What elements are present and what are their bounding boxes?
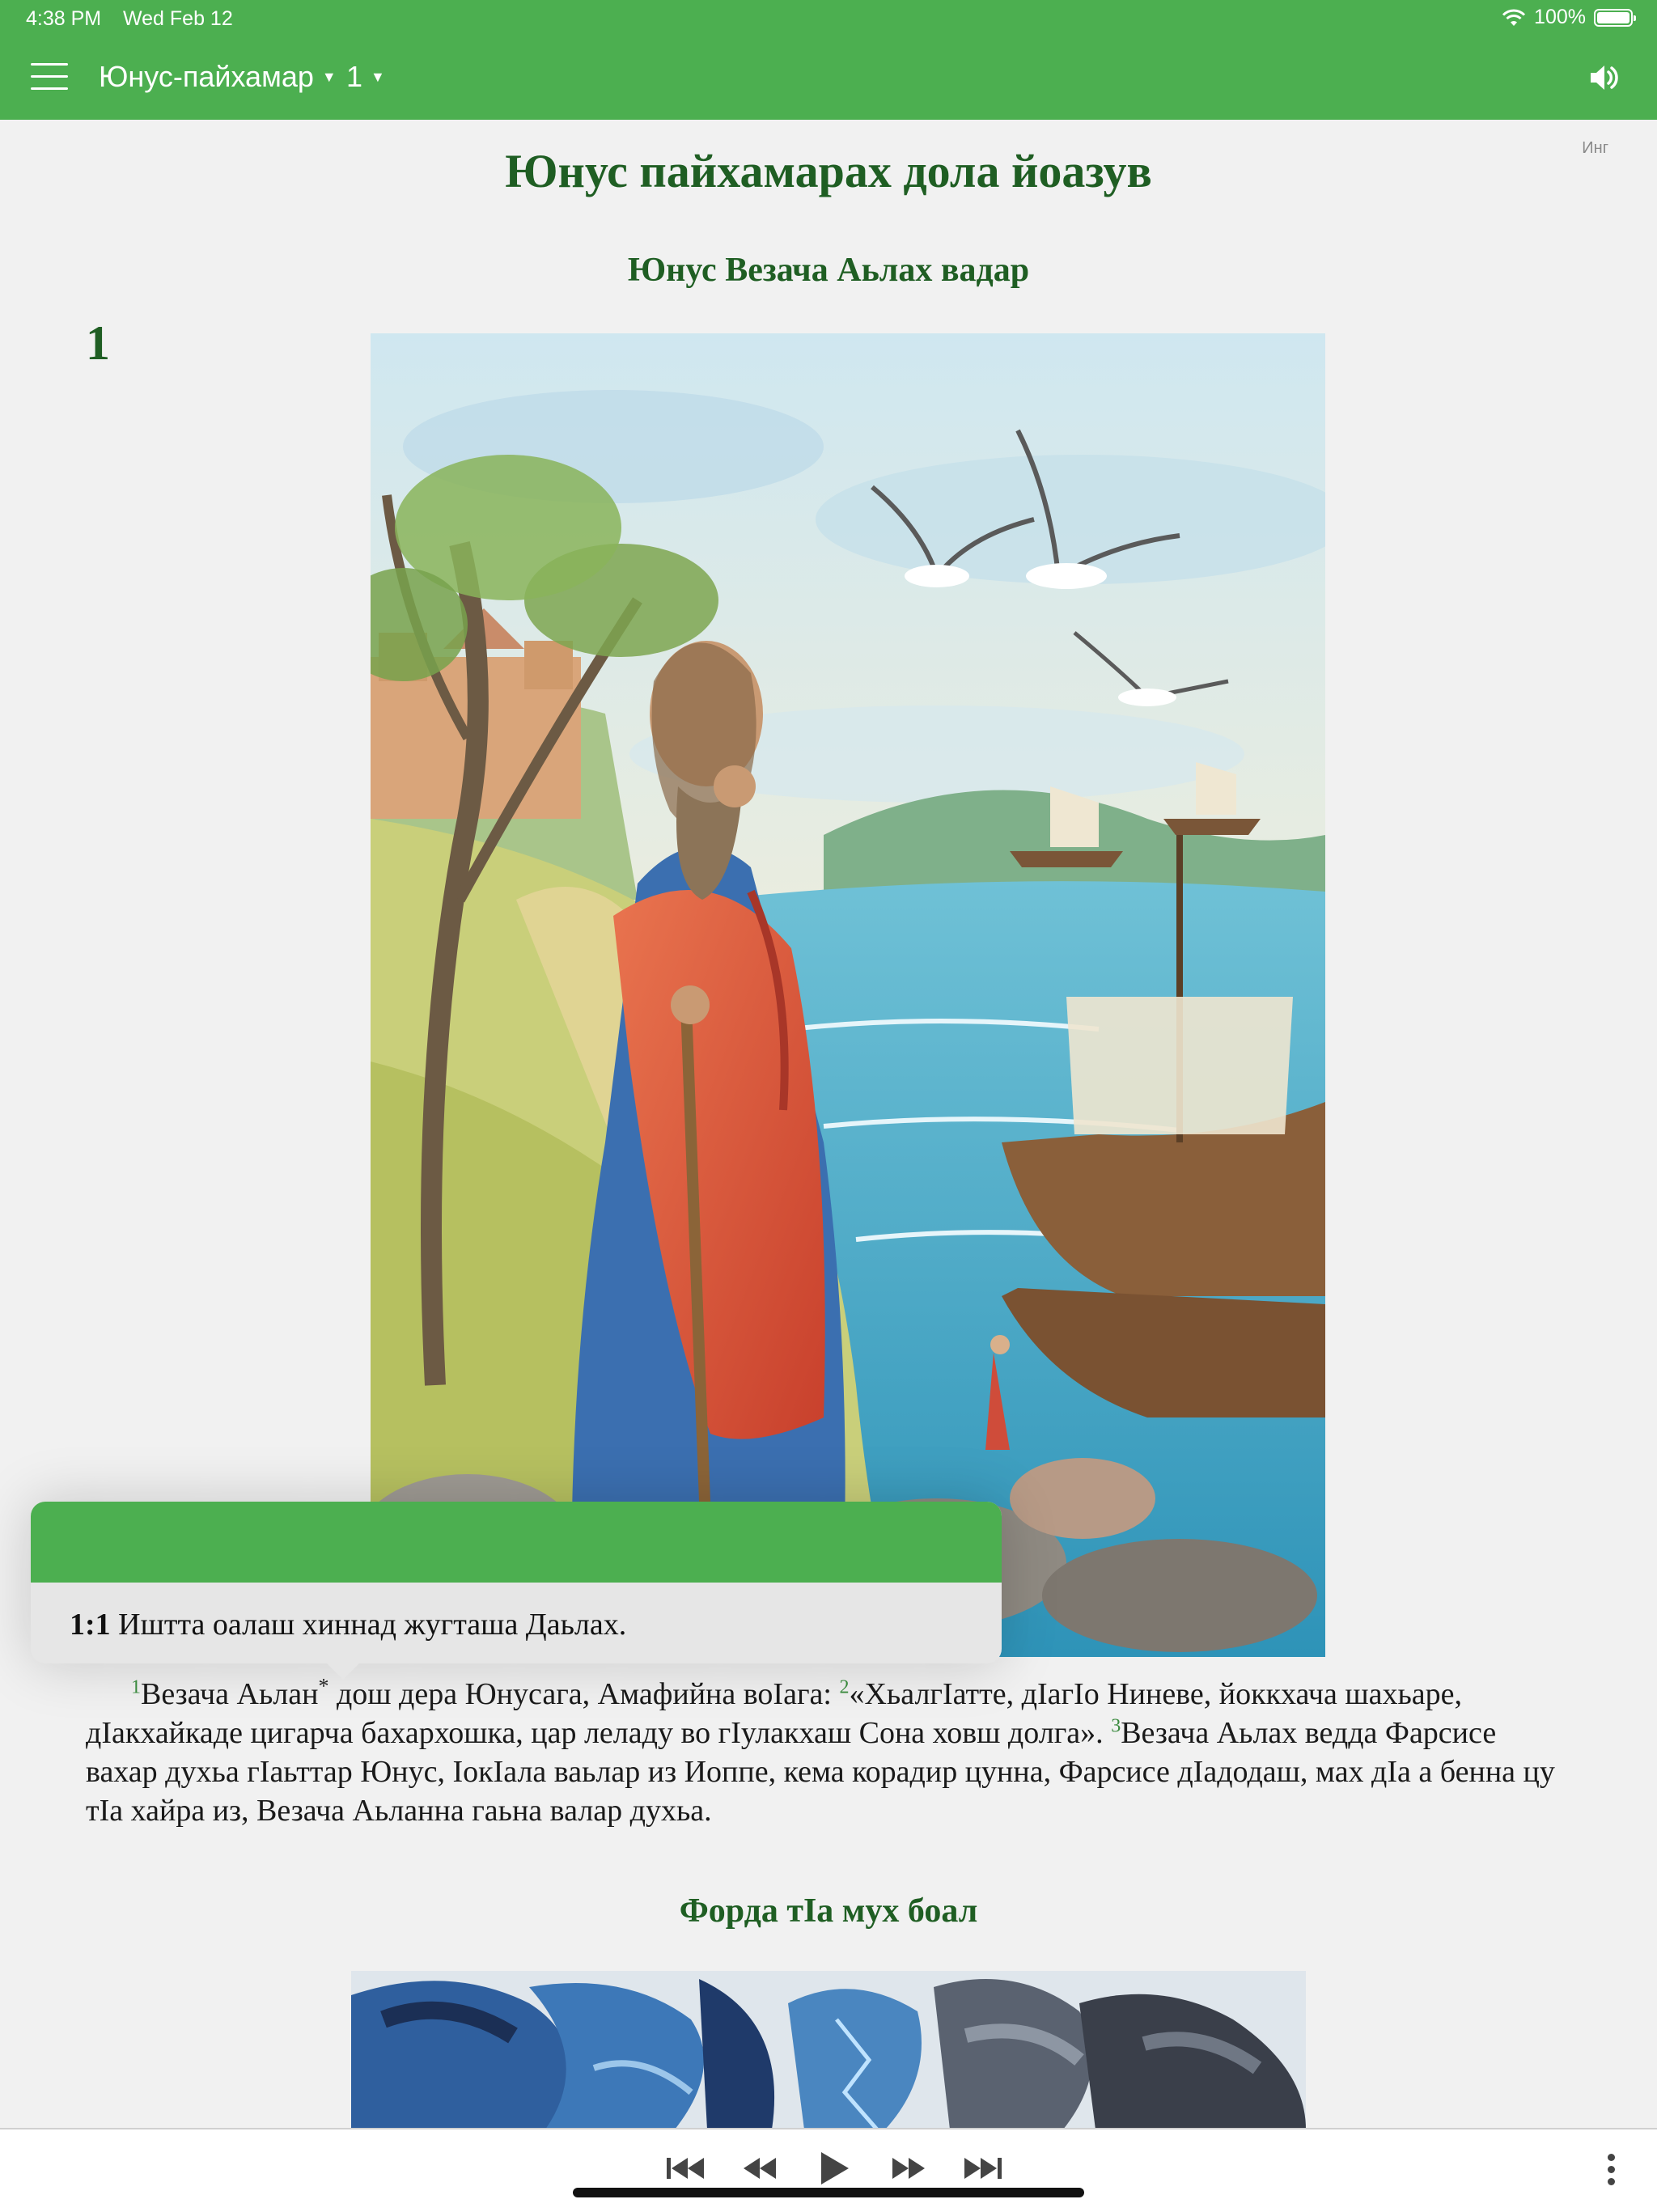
status-date: Wed Feb 12 — [123, 7, 233, 30]
caret-down-icon: ▼ — [321, 68, 337, 85]
menu-icon[interactable] — [31, 63, 68, 91]
verse-paragraph — [86, 1675, 1574, 1830]
language-label[interactable]: Инг — [1582, 139, 1608, 157]
fast-forward-icon[interactable] — [885, 2147, 932, 2189]
app-bar — [0, 37, 1657, 120]
skip-to-start-icon[interactable] — [662, 2147, 709, 2189]
player-controls — [662, 2147, 1006, 2189]
book-title: Юнус пайхамарах дола йоазув — [505, 145, 1152, 197]
caret-down-icon: ▼ — [371, 68, 385, 85]
verse-number: 2 — [839, 1676, 850, 1698]
status-indicators — [1502, 6, 1633, 29]
chapter-number: 1 — [86, 316, 110, 370]
wifi-icon — [1502, 8, 1526, 28]
status-bar — [0, 0, 1657, 37]
footnote-text — [70, 1607, 976, 1642]
chapter-selector[interactable] — [346, 60, 385, 94]
audio-player-bar — [0, 2128, 1657, 2212]
speaker-icon[interactable] — [1587, 61, 1620, 94]
verse-text: Везача Аьлан — [141, 1677, 319, 1711]
verse-number: 1 — [131, 1676, 141, 1698]
home-indicator[interactable] — [573, 2188, 1084, 2197]
play-icon[interactable] — [811, 2147, 858, 2189]
rewind-icon[interactable] — [736, 2147, 783, 2189]
battery-percent: 100% — [1534, 6, 1586, 28]
section-heading: Юнус Везача Аьлах вадар — [627, 252, 1030, 289]
verse-text: «ХьалгIатте, дIагIо Ниневе, йоккхача шахьаре, дIакхайкаде цигарча бахархошка, цар леладу во гIулакхаш Сона ховш долга». — [86, 1677, 1463, 1750]
verse-text: Везача Аьлах ведда Фарсисе вахар духьа гIаьттар Юнус, IокIала ваьлар из Иоппе, кема корадир цунна, Фарсисе дIадодаш, мах дIа а бенна цу тIа хайра из, Везача Аьланна гаьна валар духьа. — [86, 1716, 1555, 1828]
storm-illustration — [351, 1971, 1306, 2129]
popup-header — [31, 1502, 1002, 1583]
footnote-reference: 1:1 — [70, 1608, 111, 1642]
skip-to-end-icon[interactable] — [960, 2147, 1006, 2189]
footnote-body: Иштта оалаш хиннад жугташа Даьлах. — [118, 1608, 627, 1642]
battery-icon — [1594, 9, 1633, 27]
verse-number: 3 — [1111, 1715, 1121, 1737]
more-vertical-icon[interactable] — [1605, 2154, 1617, 2193]
book-name: Юнус-пайхамар — [99, 60, 314, 93]
jonah-illustration — [371, 333, 1325, 1657]
chapter-name: 1 — [346, 60, 363, 93]
book-selector[interactable] — [99, 60, 337, 94]
section-heading: Форда тIа мух боал — [679, 1892, 978, 1930]
footnote-popup[interactable] — [31, 1502, 1002, 1663]
status-time: 4:38 PM — [26, 7, 102, 30]
verse-text: дош дера Юнусага, Амафийна воIага: — [328, 1677, 840, 1711]
footnote-marker[interactable]: * — [318, 1674, 329, 1698]
